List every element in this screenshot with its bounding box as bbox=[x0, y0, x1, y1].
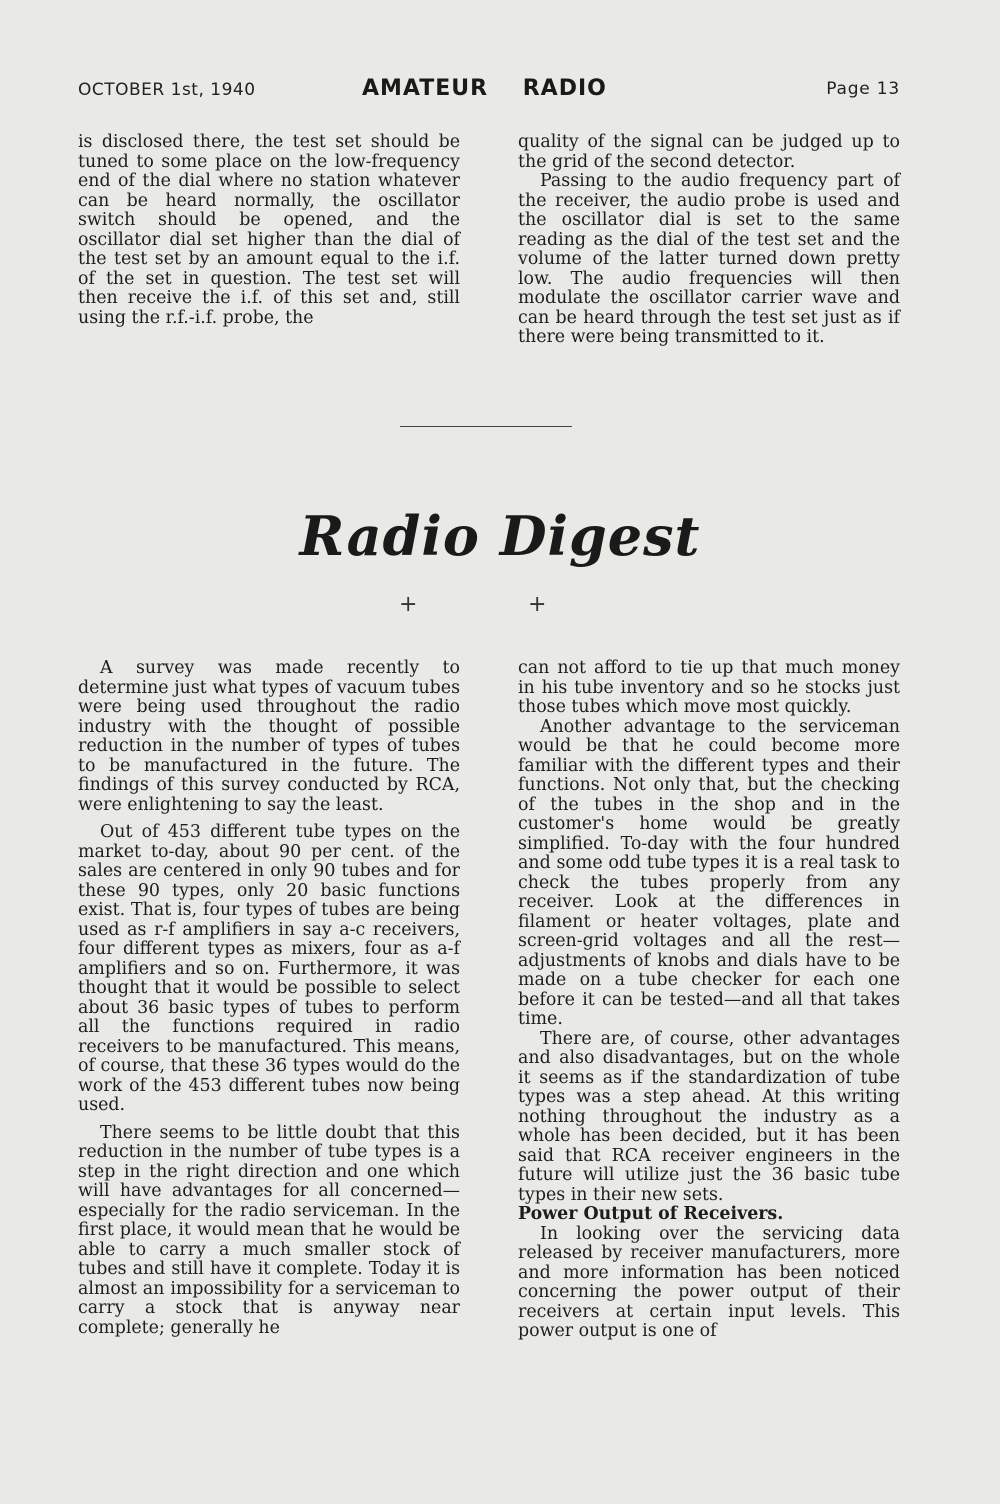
paragraph: can not afford to tie up that much money in his tube inventory and so he stocks just those tubes which move most quickly. bbox=[518, 658, 900, 717]
paragraph: There are, of course, other advantages and also disadvantages, but on the whole it seems as if the standardization of tube types was a step ahead. At this writing nothing throughout the industry as a whole has been decided, but it has been said that RCA receiver engineers in the future will utilize just the 36 basic tube types in their new sets. bbox=[518, 1028, 900, 1205]
page-header bbox=[78, 76, 900, 110]
section-divider bbox=[400, 426, 572, 427]
paragraph: Another advantage to the serviceman would be that he could become more familiar with the different types and their functions. Not only that, but the checking of the tubes in the shop and in the customer's home would be greatly simplified. To-day with the four hundred and some odd tube types it is a real task to check the tubes properly from any receiver. Look at the differences in filament or heater voltages, plate and screen-grid voltages and all the rest—adjustments of knobs and dials have to be made on a tube checker for each one before it can be tested—and all that takes time. bbox=[518, 716, 900, 1029]
digest-left-column bbox=[78, 659, 460, 1338]
top-right-column bbox=[518, 133, 900, 348]
paragraph: quality of the signal can be judged up to the grid of the second detector. bbox=[518, 132, 900, 172]
paragraph: In looking over the servicing data released by receiver manufacturers, more and more information has been noticed concerning the power output of their receivers at certain input levels. This power output is one of bbox=[518, 1223, 900, 1341]
subsection-heading: Power Output of Receivers. bbox=[518, 1204, 784, 1224]
paragraph: A survey was made recently to determine just what types of vacuum tubes were being used throughout the radio industry with the thought of possible reduction in the number of types of tubes to be manufactured in the future. The findings of this survey conducted by RCA, were enlightening to say the least. bbox=[78, 658, 460, 815]
paragraph: Passing to the audio frequency part of the receiver, the audio probe is used and the oscillator dial is set to the same reading as the dial of the test set and the volume of the latter turned down pretty low. The audio frequencies will then modulate the oscillator carrier wave and can be heard through the test set just as if there were being transmitted to it. bbox=[518, 171, 900, 347]
magazine-title: AMATEUR RADIO bbox=[362, 76, 607, 101]
issue-date: OCTOBER 1st, 1940 bbox=[78, 80, 256, 100]
paragraph: There seems to be little doubt that this reduction in the number of tube types is a step in the right direction and one which will have advantages for all concerned—especially for the radio serviceman. In the first place, it would mean that he would be able to carry a much smaller stock of tubes and still have it complete. Today it is almost an impossibility for a serviceman to carry a stock that is anyway near complete; generally he bbox=[78, 1122, 460, 1338]
top-left-column bbox=[78, 133, 460, 328]
continued-paragraph: is disclosed there, the test set should be tuned to some place on the low-frequency end of the dial where no station whatever can be heard normally, the oscillator switch should be opened, and the oscillator dial set higher than the dial of the test set by an amount equal to the i.f. of the set in question. The test set will then receive the i.f. of this set and, still using the r.f.-i.f. probe, the bbox=[78, 132, 460, 328]
section-title: Radio Digest bbox=[299, 504, 701, 568]
digest-right-column bbox=[518, 659, 900, 1342]
page-number: Page 13 bbox=[826, 79, 900, 99]
paragraph: Out of 453 different tube types on the market to-day, about 90 per cent. of the sales are centered in only 90 tubes and for these 90 types, only 20 basic functions exist. That is, four types of tubes are being used as r-f amplifiers in say a-c receivers, four different types as mixers, four as a-f amplifiers and so on. Furthermore, it was thought that it would be possible to select about 36 basic types of tubes to perform all the functions required in radio receivers to be manufactured. This means, of course, that these 36 types would do the work of the 453 different tubes now being used. bbox=[78, 822, 460, 1115]
ornament-right: + bbox=[528, 592, 547, 617]
ornament-left: + bbox=[399, 592, 418, 617]
